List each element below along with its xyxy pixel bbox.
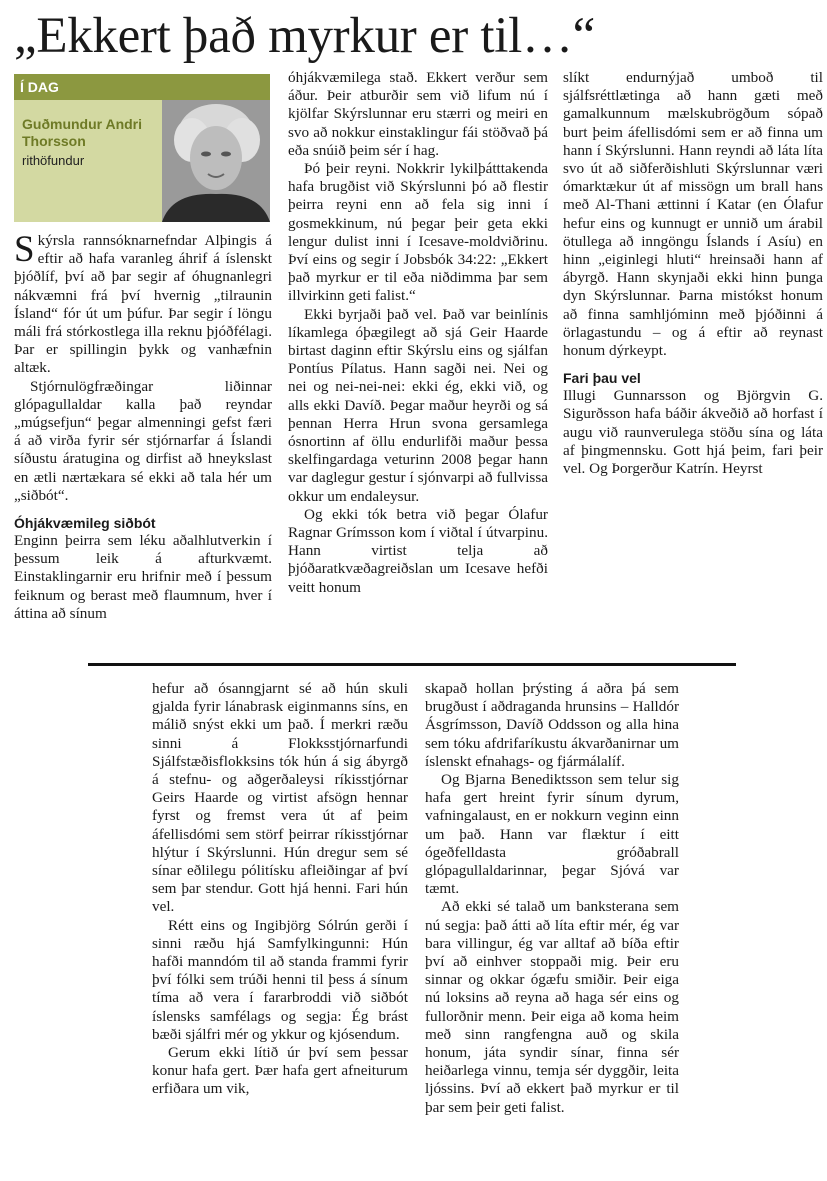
column-1 bbox=[14, 229, 272, 623]
author-role: rithöfundur bbox=[22, 153, 85, 168]
subheading: Fari þau vel bbox=[563, 370, 641, 387]
paragraph: Rétt eins og Ingibjörg Sólrún gerði í sinni ræðu hjá Samfylkingunni: Hún hafði manndóm til að standa frammi fyrir því fólki sem trúði henni til þess á sínum tíma að vera í fararbroddi við siðbót íslensks samfélags og segja: Ég brást bæði sjálfri mér og ykkur og kjósendum. bbox=[152, 916, 408, 1043]
paragraph: slíkt endurnýjað umboð til sjálfsréttlætinga að hann gæti með gamalkunnum mælskubrögðum sópað burt þeim áfellisdómi sem er að finna um hann í Skýrslunni. Hann reyndi að láta líta svo út að siðferðishluti Skýrslunnar væri ómarktækur út af missögn um brall hans með Al-Thani ættinni í Katar (en Ólafur hefur eins og kunnugt er unnið um árabil ötullega að inngöngu Íslands í Asíu) en hinn „eiginlegi hluti“ hreinsaði hann af ábyrgð. Hann skynjaði ekki hinn þunga dyn Skýrslunnar. Þarna mistókst honum að finna samhljóminn með þjóðinni á örlagastundu – og á eftir að reynast honum dýrkeypt. bbox=[563, 69, 823, 360]
column-2 bbox=[288, 69, 548, 597]
subheading: Óhjákvæmileg siðbót bbox=[14, 515, 156, 532]
paragraph: hefur að ósanngjarnt sé að hún skuli gjalda fyrir lánabrask eiginmanns síns, en málið snýst ekki um það. Í merkri ræðu sinni á Flokksstjórnarfundi Sjálfstæðisflokksins tók hún á sig ábyrgð á stefnu- og aðgerðaleysi ríkisstjórnar Geirs Haarde og virtist afsögn hennar fyrst og fremst vera út af þeim áfellisdómi sem störf þeirrar ríkisstjórnar hlýtur í Skýrslunni. Hún dregur sem sé sínar eðlilegu pólitísku afleiðingar af því sem þar stendur. Gott hjá henni. Fari hún vel. bbox=[152, 680, 408, 916]
paragraph: Að ekki sé talað um banksterana sem nú segja: það átti að líta eftir mér, ég var bara villingur, ég var alltaf að bíða eftir því að einhver stoppaði mig. Þeir eru sinnar og okkar ógæfu smiðir. Þeir eiga nú loksins að reyna að haga sér eins og fullorðnir menn. Þeir eiga að koma heim með sinn rangfengna auð og skila honum, játa syndir sínar, finna sér heiðarlega vinnu, temja sér dyggðir, leita ljóssins. Því að ekkert það myrkur er til þar sem þeir geti falist. bbox=[425, 898, 679, 1116]
paragraph: óhjákvæmilega stað. Ekkert verður sem áður. Þeir atburðir sem við lifum nú í kjölfar Skýrslunnar eru stærri og meiri en svo að nokkur einstaklingur fái stöðvað þá eða snúið þeim sér í hag. bbox=[288, 69, 548, 159]
paragraph: Og ekki tók betra við þegar Ólafur Ragnar Grímsson kom í viðtal í útvarpinu. Hann virtist telja að þjóðaratkvæðagreiðslan um Icesave hefði veitt honum bbox=[288, 505, 548, 596]
column-5 bbox=[425, 680, 679, 1117]
paragraph: Illugi Gunnarsson og Björgvin G. Sigurðsson hafa báðir ákveðið að horfast í augu við raunverulega stöðu sína og láta af þingmennsku. Gott hjá þeim, fari þeir vel. Og Þorgerður Katrín. Heyrst bbox=[563, 387, 823, 478]
author-photo bbox=[162, 100, 270, 222]
drop-cap: S bbox=[14, 229, 35, 270]
article-headline: „Ekkert það myrkur er til…“ bbox=[14, 8, 596, 64]
byline-box bbox=[14, 74, 270, 222]
author-name: Guðmundur Andri Thorsson bbox=[22, 116, 143, 149]
section-tag: Í DAG bbox=[14, 74, 270, 100]
paragraph: Stjórnulögfræðingar liðinnar glópagullaldar kalla það reyndar „múgsefjun“ þegar almenningi gefst færi á að virða fyrir sér stjórnarfar á Íslandi síðustu áratugina og dirfist að hneykslast en ætli nærtækara sé ekki að tala hér um „siðbót“. bbox=[14, 377, 272, 504]
paragraph: Ekki byrjaði það vel. Það var beinlínis líkamlega óþægilegt að sjá Geir Haarde birtast daginn eftir Skýrslu eins og sjálfan Pontíus Pílatus. Hann sagði nei. Nei og nei og nei-nei-nei: ekki ég, ekki við, og alls ekki Davíð. Þegar maður heyrði og sá þennan Herra Hrun svona gersamlega ósnortinn af öllu endurlifði maður þessa skelfingardaga veturinn 2008 þegar hann var daglegur gestur í sjónvarpi að fullvissa okkur um endaleysur. bbox=[288, 305, 548, 505]
column-3 bbox=[563, 69, 823, 478]
paragraph bbox=[14, 229, 272, 378]
paragraph-text: kýrsla rannsóknarnefndar Alþingis á eftir að hafa varanleg áhrif á íslenskt þjóðlíf, því að þar segir af óhugnanlegri nákvæmni frá því hvernig „tilraunin Ísland“ fór út um þúfur. Þar segir í löngu máli frá stórkostlega illa reknu þjóðfélagi. Þar er spillingin þykk og vanhæfnin altæk. bbox=[14, 232, 272, 377]
paragraph: Og Bjarna Benediktsson sem telur sig hafa gert hreint fyrir sínum dyrum, vafningalaust, en er nokkurn veginn einn um það. Hann var flæktur í eitt ógeðfelldasta gróðabrall glópagullaldarinnar, þegar Sjóvá var tæmt. bbox=[425, 771, 679, 898]
paragraph: Enginn þeirra sem léku aðalhlutverkin í þessum leik á afturkvæmt. Einstaklingarnir eru hrifnir með í þessum feiknum og berast með flaumnum, hver í áttina að sínum bbox=[14, 532, 272, 622]
paragraph: Þó þeir reyni. Nokkrir lykilþátttakenda hafa brugðist við Skýrslunni þó að flestir þeirra reyni enn að fela sig inni í gosmekkinum, nú þegar þeir geta ekki lengur dulist inni í Icesave-moldviðrinu. Því eins og segir í Jobsbók 34:22: „Ekkert það myrkur er til eða niðdimma þar sem illvirkinn geti falist.“ bbox=[288, 160, 548, 305]
paragraph: skapað hollan þrýsting á aðra þá sem brugðust í aðdraganda hrunsins – Halldór Ásgrímsson, Davíð Oddsson og alla hina sem tóku afdrifaríkustu ákvarðanirnar um íslenskt efnahags- og fjármálalíf. bbox=[425, 680, 679, 770]
section-divider bbox=[88, 663, 736, 666]
column-4 bbox=[152, 680, 408, 1099]
paragraph: Gerum ekki lítið úr því sem þessar konur hafa gert. Þær hafa gert afneiturum erfiðara um vik, bbox=[152, 1044, 408, 1098]
